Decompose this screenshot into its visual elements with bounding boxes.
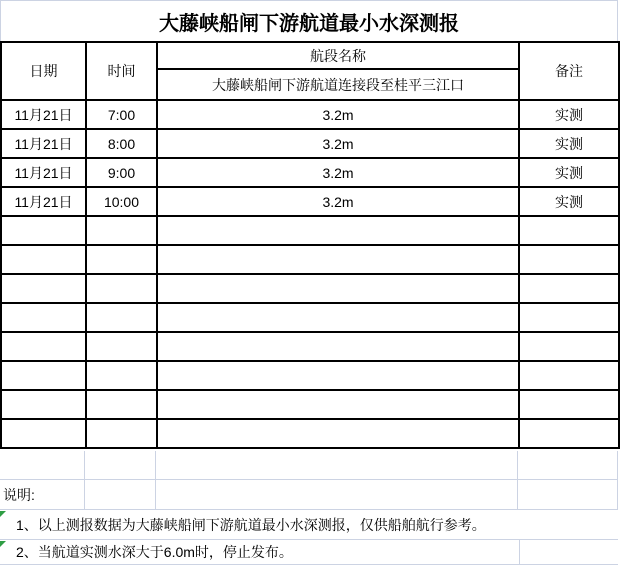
table-row — [1, 158, 619, 187]
error-indicator-icon — [0, 511, 6, 517]
depth-report-table — [0, 41, 620, 449]
empty-cell[interactable] — [1, 419, 86, 448]
empty-cell[interactable] — [157, 216, 519, 245]
table-row-empty — [1, 216, 619, 245]
error-indicator-icon — [0, 541, 6, 547]
empty-cell[interactable] — [156, 451, 518, 479]
table-row-empty — [1, 419, 619, 448]
date-cell[interactable]: 11月21日 — [1, 158, 86, 187]
empty-cell[interactable] — [157, 390, 519, 419]
table-row — [1, 187, 619, 216]
empty-cell[interactable] — [0, 451, 85, 479]
date-cell[interactable]: 11月21日 — [1, 129, 86, 158]
empty-cell[interactable] — [1, 216, 86, 245]
empty-cell[interactable] — [519, 419, 619, 448]
date-cell[interactable]: 11月21日 — [1, 187, 86, 216]
table-row — [1, 100, 619, 129]
depth-cell[interactable]: 3.2m — [157, 187, 519, 216]
empty-cell[interactable] — [519, 245, 619, 274]
empty-cell[interactable] — [86, 419, 157, 448]
empty-cell[interactable] — [1, 245, 86, 274]
remark-cell[interactable]: 实测 — [519, 100, 619, 129]
empty-cell[interactable] — [86, 332, 157, 361]
empty-cell[interactable] — [1, 390, 86, 419]
empty-cell[interactable] — [157, 303, 519, 332]
empty-cell[interactable] — [519, 390, 619, 419]
time-cell[interactable]: 10:00 — [86, 187, 157, 216]
header-date-cell[interactable]: 日期 — [1, 42, 86, 100]
depth-cell[interactable]: 3.2m — [157, 100, 519, 129]
table-row-empty — [1, 332, 619, 361]
date-cell[interactable]: 11月21日 — [1, 100, 86, 129]
empty-cell[interactable] — [156, 480, 518, 509]
empty-grid-row — [0, 451, 618, 480]
table-row-empty — [1, 274, 619, 303]
table-row-empty — [1, 245, 619, 274]
header-segment-cell[interactable]: 航段名称 — [157, 42, 519, 69]
empty-cell[interactable] — [157, 361, 519, 390]
empty-cell[interactable] — [1, 303, 86, 332]
note-2-text: 2、当航道实测水深大于6.0m时，停止发布。 — [16, 544, 293, 560]
empty-cell[interactable] — [1, 274, 86, 303]
empty-cell[interactable] — [519, 303, 619, 332]
empty-cell[interactable] — [86, 361, 157, 390]
time-cell[interactable]: 8:00 — [86, 129, 157, 158]
notes-label: 说明: — [3, 486, 35, 503]
empty-cell[interactable] — [157, 419, 519, 448]
table-header — [1, 42, 619, 100]
report-title-cell[interactable] — [0, 0, 618, 41]
table-empty-rows — [1, 216, 619, 448]
report-title: 大藤峡船闸下游航道最小水深测报 — [159, 12, 459, 35]
table-row-empty — [1, 361, 619, 390]
remark-cell[interactable]: 实测 — [519, 129, 619, 158]
remark-cell[interactable]: 实测 — [519, 187, 619, 216]
table-row-empty — [1, 303, 619, 332]
notes-label-cell[interactable] — [0, 480, 85, 509]
empty-cell[interactable] — [86, 303, 157, 332]
empty-cell[interactable] — [157, 274, 519, 303]
empty-cell[interactable] — [518, 480, 618, 509]
empty-cell[interactable] — [519, 361, 619, 390]
notes-label-row — [0, 480, 618, 510]
time-cell[interactable]: 9:00 — [86, 158, 157, 187]
note-row-2[interactable] — [0, 540, 618, 565]
empty-cell[interactable] — [86, 390, 157, 419]
empty-cell[interactable] — [86, 274, 157, 303]
empty-cell[interactable] — [85, 480, 156, 509]
empty-cell[interactable] — [157, 245, 519, 274]
empty-cell[interactable] — [157, 332, 519, 361]
empty-cell[interactable] — [518, 451, 618, 479]
header-remark-cell[interactable]: 备注 — [519, 42, 619, 100]
note-2-cell — [0, 540, 520, 564]
empty-cell[interactable] — [1, 361, 86, 390]
empty-cell[interactable] — [86, 216, 157, 245]
table-row-empty — [1, 390, 619, 419]
remark-cell[interactable]: 实测 — [519, 158, 619, 187]
time-cell[interactable]: 7:00 — [86, 100, 157, 129]
note-row-1[interactable] — [0, 510, 618, 540]
empty-cell[interactable] — [519, 216, 619, 245]
table-row — [1, 129, 619, 158]
depth-cell[interactable]: 3.2m — [157, 129, 519, 158]
empty-cell[interactable] — [86, 245, 157, 274]
table-data-rows — [1, 100, 619, 216]
header-segment-name-cell[interactable]: 大藤峡船闸下游航道连接段至桂平三江口 — [157, 69, 519, 100]
depth-cell[interactable]: 3.2m — [157, 158, 519, 187]
empty-cell[interactable] — [1, 332, 86, 361]
note-1-text: 1、以上测报数据为大藤峡船闸下游航道最小水深测报，仅供船舶航行参考。 — [16, 516, 486, 533]
empty-cell[interactable] — [519, 274, 619, 303]
empty-cell[interactable] — [85, 451, 156, 479]
header-time-cell[interactable]: 时间 — [86, 42, 157, 100]
empty-cell[interactable] — [519, 332, 619, 361]
